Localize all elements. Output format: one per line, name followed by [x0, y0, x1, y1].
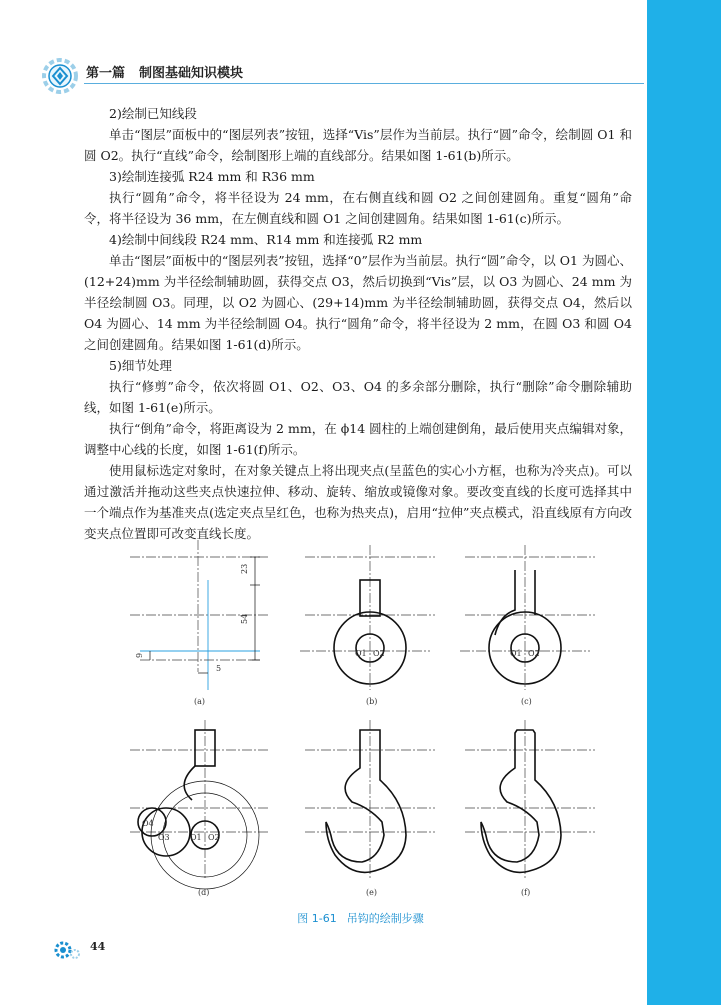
dim-23: 23	[240, 563, 249, 574]
hook-drawing-figure	[130, 540, 600, 910]
paragraph: 执行“倒角”命令，将距离设为 2 mm，在 ϕ14 圆柱的上端创建倒角，最后使用夹点编辑对象，调整中心线的长度，如图 1-61(f)所示。	[84, 421, 632, 457]
label-o2-b: O2	[373, 649, 385, 658]
header-rule	[84, 83, 644, 84]
header-module: 制图基础知识模块	[139, 66, 244, 81]
dim-9: 9	[135, 652, 144, 658]
subfigure-c	[460, 545, 595, 706]
subfigure-e	[305, 720, 435, 897]
label-f: (f)	[521, 888, 531, 897]
label-o4-d: O4	[142, 819, 154, 828]
subfigure-b	[300, 545, 435, 706]
subfigure-f	[465, 720, 595, 897]
gear-icon	[52, 938, 84, 962]
body-text	[84, 103, 632, 544]
side-color-band	[647, 0, 721, 1005]
label-o2-c: O2	[528, 649, 540, 658]
paragraph: 执行“修剪”命令，依次将圆 O1、O2、O3、O4 的多余部分删除，执行“删除”命令删除辅助线，如图 1-61(e)所示。	[84, 379, 632, 415]
subfigure-d	[130, 720, 270, 897]
paragraph: 执行“圆角”命令，将半径设为 24 mm，在右侧直线和圆 O2 之间创建圆角。重复“圆角”命令，将半径设为 36 mm，在左侧直线和圆 O1 之间创建圆角。结果如图 1-61(c)所示。	[84, 190, 632, 226]
label-d: (d)	[198, 888, 210, 897]
subfigure-a	[130, 540, 270, 706]
dim-5: 5	[216, 664, 222, 673]
label-o2-d: O2	[208, 833, 220, 842]
label-o3-d: O3	[158, 833, 170, 842]
header-part: 第一篇	[86, 66, 126, 81]
header-title	[86, 62, 243, 81]
label-b: (b)	[366, 697, 378, 706]
paragraph: 5)细节处理	[109, 358, 172, 373]
paragraph: 单击“图层”面板中的“图层列表”按钮，选择“Vis”层作为当前层。执行“圆”命令，绘制圆 O1 和圆 O2。执行“直线”命令，绘制图形上端的直线部分。结果如图 1-61(b)所示。	[84, 127, 632, 163]
caption-text: 吊钩的绘制步骤	[346, 912, 424, 925]
label-a: (a)	[194, 697, 206, 706]
label-o1-c: O1	[510, 649, 522, 658]
page-footer	[52, 938, 152, 968]
gear-logo-icon	[40, 56, 80, 96]
paragraph: 使用鼠标选定对象时，在对象关键点上将出现夹点(呈蓝色的实心小方框，也称为冷夹点)。可以通过激活并拖动这些夹点快速拉伸、移动、旋转、缩放或镜像对象。要改变直线的长度可选择其中一个端点作为基准夹点(选定夹点呈红色，也称为热夹点)，启用“拉伸”夹点模式，沿直线原有方向改变夹点位置即可改变直线长度。	[84, 463, 632, 541]
label-o1-d: O1	[190, 833, 202, 842]
figure-caption	[0, 910, 721, 926]
label-e: (e)	[366, 888, 377, 897]
paragraph: 单击“图层”面板中的“图层列表”按钮，选择“0”层作为当前层。执行“圆”命令，以 O1 为圆心、(12+24)mm 为半径绘制辅助圆，获得交点 O3，然后切换到“Vis”层，以 O3 为圆心、24 mm 为半径绘制圆 O3。同理，以 O2 为圆心、(29+14)mm 为半径绘制辅助圆，获得交点 O4，然后以 O4 为圆心、14 mm 为半径绘制圆 O4。执行“圆角”命令，将半径设为 2 mm，在圆 O3 和圆 O4 之间创建圆角。结果如图 1-61(d)所示。	[84, 253, 632, 352]
dim-54: 54	[240, 613, 249, 624]
paragraph: 3)绘制连接弧 R24 mm 和 R36 mm	[109, 169, 315, 184]
label-o1-b: O1	[355, 649, 367, 658]
label-c: (c)	[521, 697, 532, 706]
caption-number: 图 1-61	[297, 912, 337, 925]
paragraph: 4)绘制中间线段 R24 mm、R14 mm 和连接弧 R2 mm	[109, 232, 423, 247]
paragraph: 2)绘制已知线段	[109, 106, 197, 121]
page-header	[40, 56, 640, 92]
page-number: 44	[90, 940, 106, 953]
